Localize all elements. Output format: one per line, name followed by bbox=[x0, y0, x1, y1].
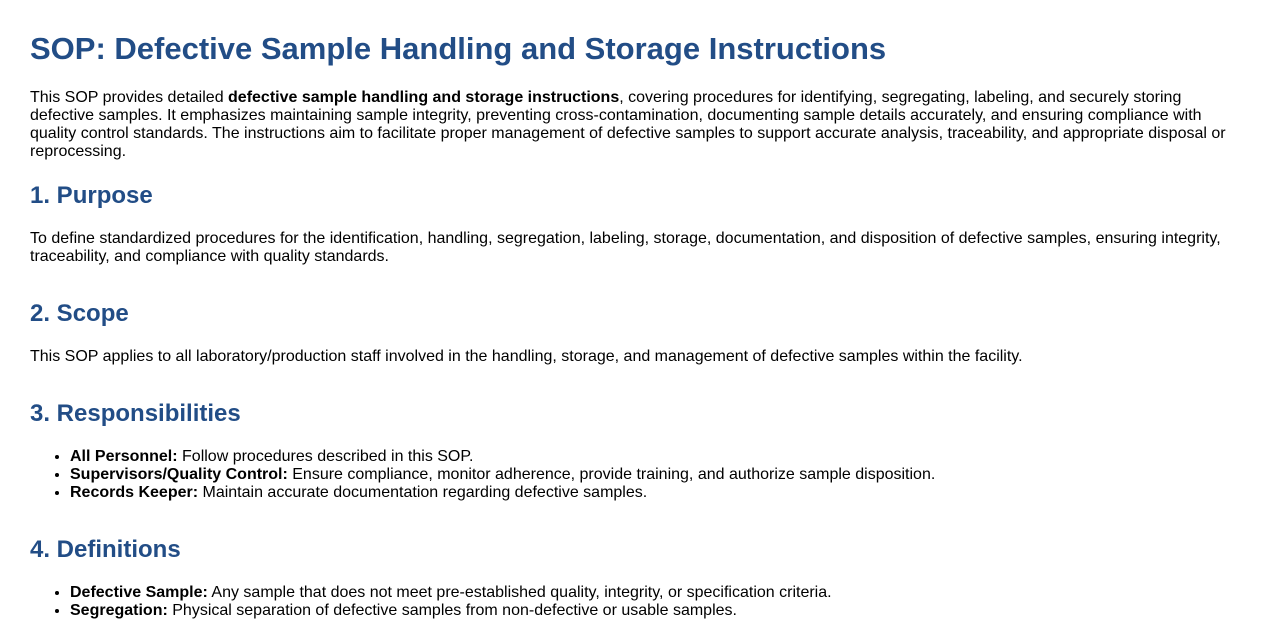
intro-paragraph bbox=[30, 89, 1233, 161]
purpose-text: To define standardized procedures for the identification, handling, segregation, labeling, storage, documentation, and disposition of defective samples, ensuring integrity, traceability, and compliance with quality standards. bbox=[30, 230, 1221, 265]
responsibilities-list bbox=[30, 448, 1233, 502]
scope-text: This SOP applies to all laboratory/production staff involved in the handling, storage, and management of defective samples within the facility. bbox=[30, 348, 1023, 365]
responsibilities-heading: 3. Responsibilities bbox=[30, 400, 241, 427]
list-item bbox=[70, 584, 1233, 602]
page-title: SOP: Defective Sample Handling and Storage Instructions bbox=[30, 31, 887, 66]
definitions-list bbox=[30, 584, 1233, 620]
list-item-desc: Physical separation of defective samples from non-defective or usable samples. bbox=[167, 602, 737, 619]
list-item-term: All Personnel: bbox=[70, 448, 178, 465]
list-item-term: Supervisors/Quality Control: bbox=[70, 466, 288, 483]
list-item bbox=[70, 484, 1233, 502]
list-item bbox=[70, 466, 1233, 484]
intro-text-after: , covering procedures for identifying, segregating, labeling, and securely storing defective samples. It emphasizes maintaining sample integrity, preventing cross-contamination, documenting sample details accurately, and ensuring compliance with quality control standards. The instructions aim to facilitate proper management of defective samples to support accurate analysis, traceability, and appropriate disposal or reprocessing. bbox=[30, 89, 1226, 160]
purpose-heading: 1. Purpose bbox=[30, 182, 153, 209]
list-item-desc: Maintain accurate documentation regarding defective samples. bbox=[198, 484, 648, 501]
list-item-term: Defective Sample: bbox=[70, 584, 208, 601]
list-item bbox=[70, 602, 1233, 620]
list-item-term: Segregation: bbox=[70, 602, 168, 619]
definitions-heading: 4. Definitions bbox=[30, 536, 181, 563]
list-item-desc: Ensure compliance, monitor adherence, provide training, and authorize sample disposition. bbox=[287, 466, 936, 483]
intro-text-bold: defective sample handling and storage instructions bbox=[228, 89, 620, 106]
scope-heading: 2. Scope bbox=[30, 300, 129, 327]
list-item bbox=[70, 448, 1233, 466]
list-item-desc: Any sample that does not meet pre-established quality, integrity, or specification criteria. bbox=[207, 584, 832, 601]
list-item-term: Records Keeper: bbox=[70, 484, 199, 501]
list-item-desc: Follow procedures described in this SOP. bbox=[177, 448, 474, 465]
intro-text-before: This SOP provides detailed bbox=[30, 89, 229, 106]
